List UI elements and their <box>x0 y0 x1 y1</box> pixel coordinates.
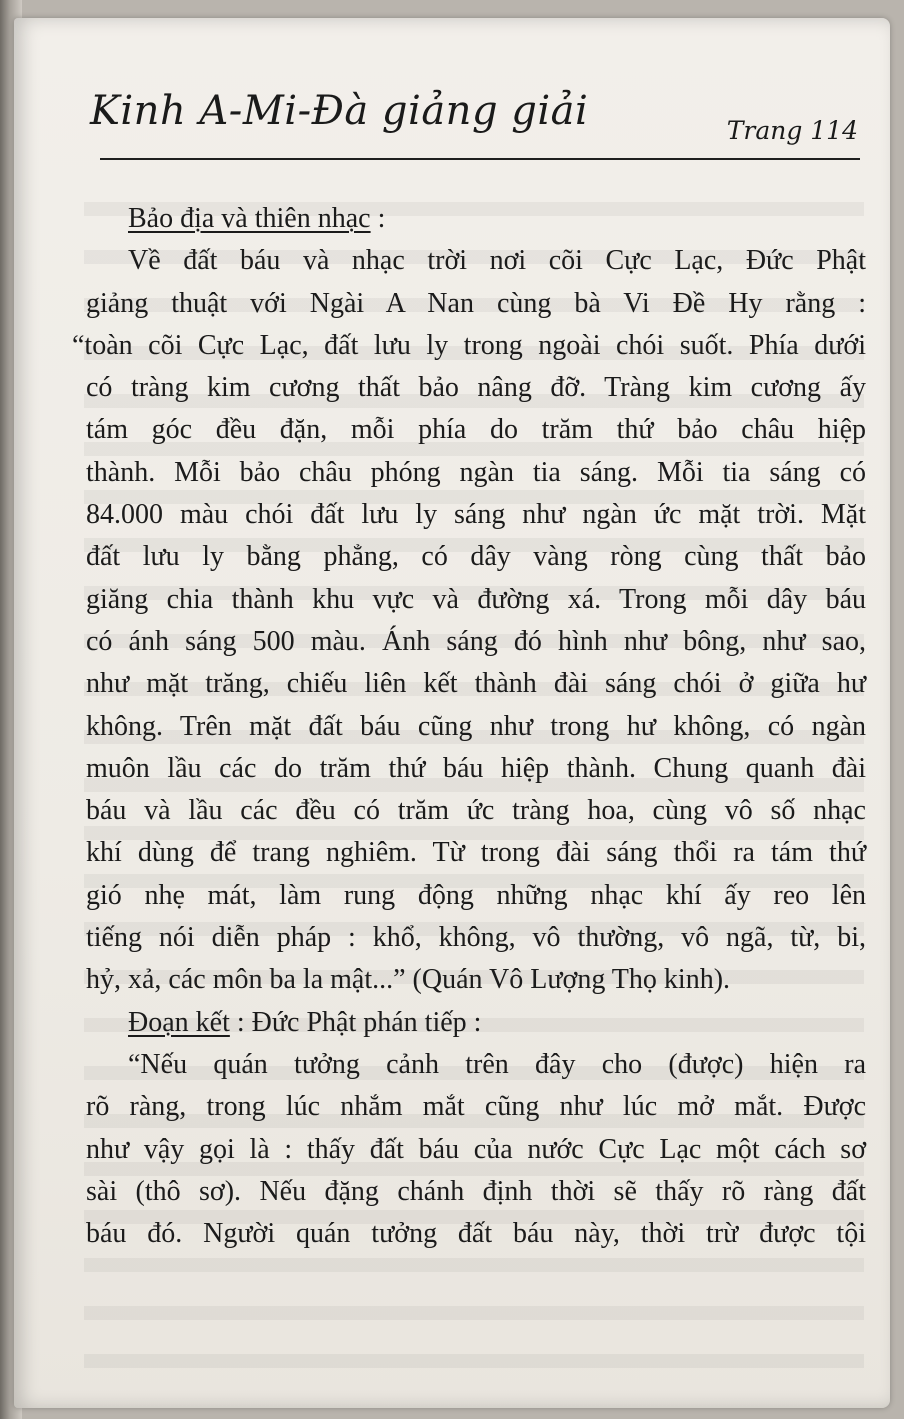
text-line: không. Trên mặt đất báu cũng như trong hư không, có ngàn <box>86 710 866 742</box>
header-rule <box>100 158 860 160</box>
text-line: tiếng nói diễn pháp : khổ, không, vô thường, vô ngã, từ, bi, <box>86 922 866 954</box>
heading-suffix: : <box>370 203 386 234</box>
text-line: “Nếu quán tưởng cảnh trên đây cho (được) hiện ra <box>128 1048 866 1080</box>
text-line: Về đất báu và nhạc trời nơi cõi Cực Lạc, Đức Phật <box>128 245 866 277</box>
running-title: Kinh A-Mi-Đà giảng giải <box>90 88 589 134</box>
text-line: như vậy gọi là : thấy đất báu của nước Cực Lạc một cách sơ <box>86 1133 866 1165</box>
text-line: có ánh sáng 500 màu. Ánh sáng đó hình như bông, như sao, <box>86 625 866 657</box>
text-line: gió nhẹ mát, làm rung động những nhạc khí ấy reo lên <box>86 879 866 911</box>
heading-suffix: : Đức Phật phán tiếp : <box>229 1006 482 1038</box>
text-line: khí dùng để trang nghiêm. Từ trong đài sáng thổi ra tám thứ <box>86 837 866 869</box>
text-line: thành. Mỗi bảo châu phóng ngàn tia sáng. Mỗi tia sáng có <box>86 456 866 488</box>
text-line: giảng thuật với Ngài A Nan cùng bà Vi Đề Hy rằng : <box>86 287 866 319</box>
text-line: 84.000 màu chói đất lưu ly sáng như ngàn ức mặt trời. Mặt <box>86 499 866 531</box>
text-line: giăng chia thành khu vực và đường xá. Trong mỗi dây báu <box>86 583 866 615</box>
page-body <box>72 198 866 1255</box>
text-line: báu và lầu các đều có trăm ức tràng hoa, cùng vô số nhạc <box>86 795 866 827</box>
text-line: sài (thô sơ). Nếu đặng chánh định thời sẽ thấy rõ ràng đất <box>86 1175 866 1207</box>
page-header <box>90 80 860 160</box>
text-line: báu đó. Người quán tưởng đất báu này, thời trừ được tội <box>86 1218 866 1250</box>
text-line: rõ ràng, trong lúc nhắm mắt cũng như lúc mở mắt. Được <box>86 1091 866 1123</box>
text-line: muôn lầu các do trăm thứ báu hiệp thành. Chung quanh đài <box>86 752 866 784</box>
text-line: đất lưu ly bằng phẳng, có dây vàng ròng cùng thất bảo <box>86 541 866 573</box>
page-number: Trang 114 <box>726 116 858 145</box>
text-line: hỷ, xả, các môn ba la mật...” (Quán Vô Lượng Thọ kinh). <box>86 964 731 996</box>
book-page <box>14 18 890 1408</box>
text-line: như mặt trăng, chiếu liên kết thành đài sáng chói ở giữa hư <box>86 668 866 700</box>
section-heading: Bảo địa và thiên nhạc <box>128 203 371 234</box>
text-line: có tràng kim cương thất bảo nâng đỡ. Tràng kim cương ấy <box>86 372 866 404</box>
text-line: “toàn cõi Cực Lạc, đất lưu ly trong ngoài chói suốt. Phía dưới <box>72 329 866 361</box>
section-heading-line <box>86 198 866 240</box>
section-heading: Đoạn kết <box>128 1006 230 1038</box>
text-line: tám góc đều đặn, mỗi phía do trăm thứ bảo châu hiệp <box>86 414 866 446</box>
section-heading-line <box>86 1002 866 1044</box>
